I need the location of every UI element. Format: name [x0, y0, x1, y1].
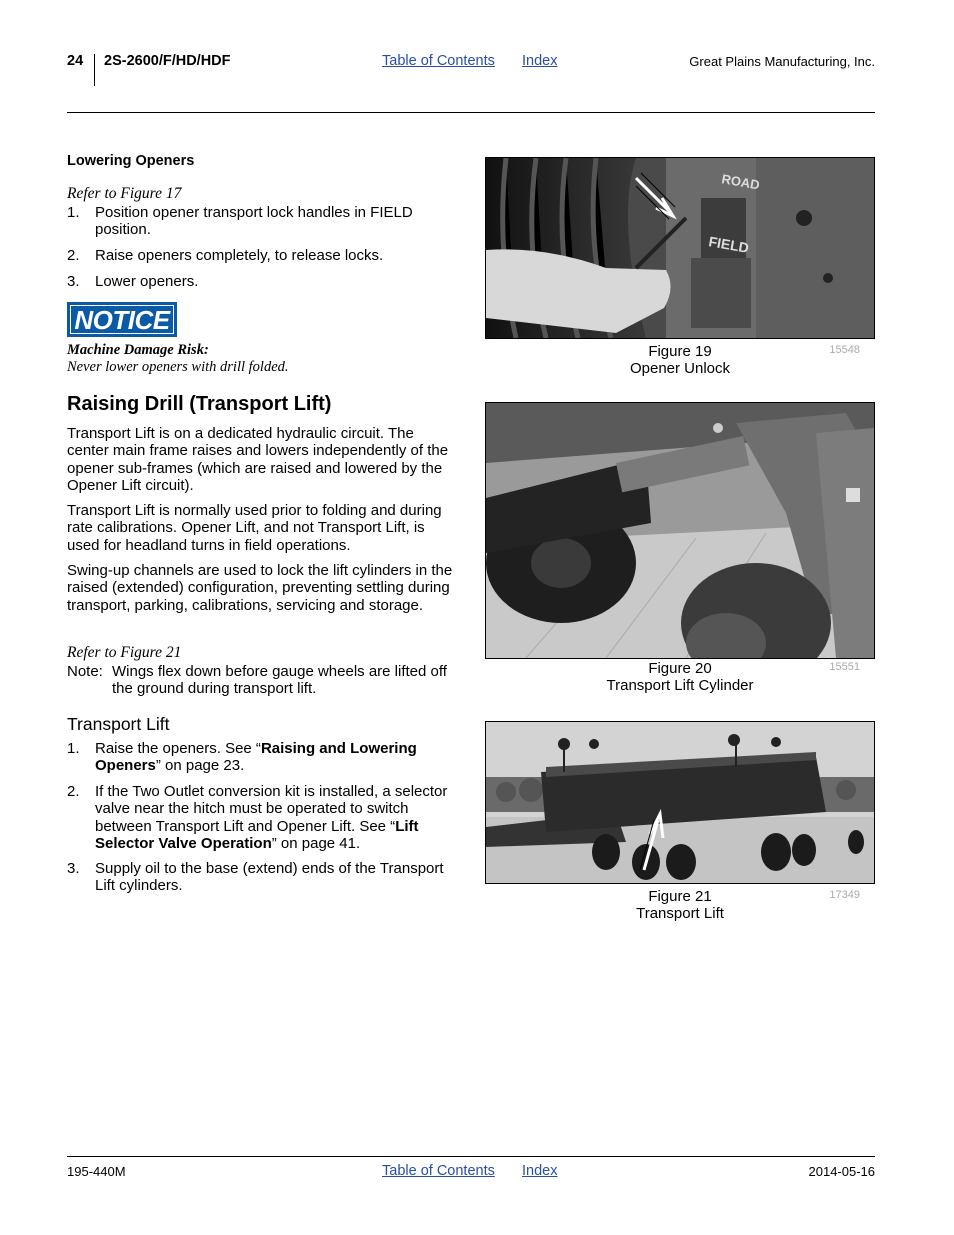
- step-text: Raise the openers. See “Raising and Lowering Openers” on page 23.: [95, 740, 417, 775]
- step-text: Lower openers.: [95, 273, 199, 290]
- figure-21-label: Figure 21: [648, 888, 712, 905]
- footer-rule: [67, 1156, 875, 1157]
- figure-19-caption: [560, 343, 800, 377]
- figure-21-caption: [560, 888, 800, 922]
- figure-20-caption: [560, 660, 800, 694]
- step-number: 1.: [67, 204, 80, 221]
- notice-badge: [67, 302, 177, 337]
- lowering-step-1: [67, 204, 457, 239]
- page-number: 24: [67, 53, 84, 69]
- transport-step-1: [67, 740, 457, 775]
- figure-19-id: 15548: [829, 344, 860, 356]
- transport-step-3: [67, 860, 457, 895]
- step-number: 3.: [67, 273, 80, 290]
- index-link-footer[interactable]: Index: [522, 1163, 558, 1179]
- figure-19-title: Opener Unlock: [629, 360, 731, 377]
- raising-refer: Refer to Figure 21: [67, 644, 182, 661]
- step-number: 2.: [67, 247, 80, 264]
- notice-label: NOTICE: [70, 305, 174, 334]
- figure-20-id: 15551: [829, 661, 860, 673]
- step-text: Position opener transport lock handles in FIELD position.: [95, 204, 413, 239]
- figure-19-photo: [485, 157, 875, 339]
- step-number: 3.: [67, 860, 80, 877]
- step-text: Supply oil to the base (extend) ends of the Transport Lift cylinders.: [95, 860, 444, 895]
- figure-20-photo: [485, 402, 875, 659]
- figure-20-title: Transport Lift Cylinder: [606, 677, 754, 694]
- transport-step-2: [67, 783, 457, 852]
- note-text: Wings flex down before gauge wheels are lifted off the ground during transport lift.: [112, 663, 447, 698]
- lowering-heading: Lowering Openers: [67, 153, 195, 169]
- figure-20-label: Figure 20: [648, 660, 712, 677]
- figure-19-label: Figure 19: [648, 343, 712, 360]
- toc-link-footer[interactable]: Table of Contents: [382, 1163, 495, 1179]
- step-text: If the Two Outlet conversion kit is installed, a selector valve near the hitch must be operated to switch between Transport Lift and Opener Lift. See “Lift Selector Valve Operation” on page 41.: [95, 783, 448, 852]
- model-title: 2S-2600/F/HD/HDF: [104, 53, 231, 69]
- doc-number: 195-440M: [67, 1164, 126, 1179]
- raising-note: [67, 663, 459, 698]
- lowering-refer: Refer to Figure 17: [67, 185, 182, 202]
- header-rule: [67, 112, 875, 113]
- raising-paragraph-3: Swing-up channels are used to lock the lift cylinders in the raised (extended) configuration, preventing settling during transport, parking, calibrations, servicing and storage.: [67, 562, 453, 614]
- field-decal-text: FIELD: [707, 233, 751, 256]
- raising-paragraph-2: Transport Lift is normally used prior to folding and during rate calibrations. Opener Lift, and not Transport Lift, is used for headland turns in field operations.: [67, 502, 442, 554]
- company-name: Great Plains Manufacturing, Inc.: [689, 54, 875, 69]
- risk-text: Never lower openers with drill folded.: [67, 359, 289, 375]
- road-decal-text: ROAD: [720, 171, 761, 193]
- index-link-header[interactable]: Index: [522, 53, 558, 69]
- lowering-step-2: [67, 247, 457, 264]
- step-number: 2.: [67, 783, 80, 800]
- figure-21-title: Transport Lift: [636, 905, 724, 922]
- header-divider: [94, 54, 95, 86]
- cross-ref: Lift Selector Valve Operation: [95, 817, 419, 852]
- section-heading-transport: Transport Lift: [67, 714, 170, 734]
- cross-ref: Raising and Lowering Openers: [95, 740, 417, 775]
- toc-link-header[interactable]: Table of Contents: [382, 53, 495, 69]
- doc-date: 2014-05-16: [808, 1164, 875, 1179]
- section-heading-raising: Raising Drill (Transport Lift): [67, 393, 332, 415]
- step-text: Raise openers completely, to release locks.: [95, 247, 384, 264]
- risk-title: Machine Damage Risk:: [67, 342, 209, 358]
- figure-21-id: 17349: [829, 889, 860, 901]
- figure-21-photo: [485, 721, 875, 884]
- step-number: 1.: [67, 740, 80, 757]
- lowering-step-3: [67, 273, 457, 290]
- raising-paragraph-1: Transport Lift is on a dedicated hydraulic circuit. The center main frame raises and lowers independently of the opener sub-frames (which are raised and lowered by the Opener Lift circuit).: [67, 425, 449, 494]
- note-label: Note:: [67, 663, 103, 680]
